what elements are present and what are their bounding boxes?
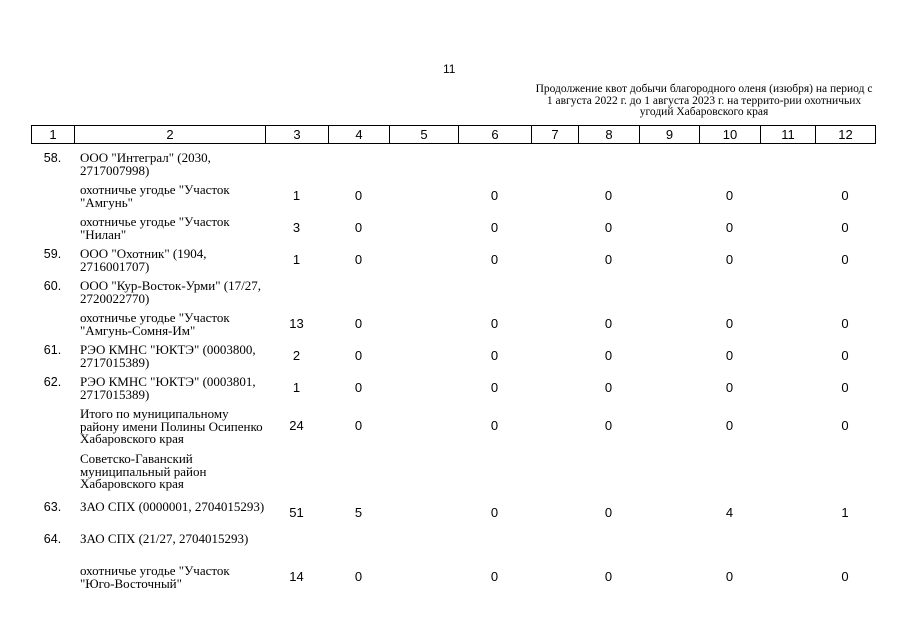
cell-col-6: [458, 276, 531, 308]
column-header-11: 11: [761, 126, 816, 144]
cell-col-10: 0: [725, 219, 734, 235]
cell-col-3: 3: [292, 219, 301, 235]
cell-col-11: [760, 372, 815, 404]
cell-col-7: [531, 449, 578, 497]
table-row: [31, 148, 875, 180]
cell-col-7: [531, 148, 578, 180]
cell-col-5: [389, 244, 458, 276]
cell-col-10: [699, 276, 760, 308]
cell-col-9: [639, 404, 699, 449]
cell-col-8: 0: [604, 504, 613, 520]
cell-col-12: [815, 276, 875, 308]
cell-col-9: [639, 340, 699, 372]
cell-col-4: 0: [354, 251, 363, 267]
cell-col-8: 0: [604, 251, 613, 267]
cell-col-10: [699, 148, 760, 180]
cell-col-11: [760, 244, 815, 276]
row-number: [31, 561, 74, 593]
cell-col-10: [699, 529, 760, 561]
cell-col-5: [389, 180, 458, 212]
cell-col-4: [328, 449, 389, 497]
cell-col-6: 0: [490, 187, 499, 203]
cell-col-12: 0: [841, 418, 849, 434]
cell-col-6: [458, 449, 531, 497]
row-name: ООО "Кур-Восток-Урми" (17/27, 2720022770): [80, 278, 261, 306]
row-name: ООО "Интеграл" (2030, 2717007998): [80, 150, 211, 178]
cell-col-7: [531, 308, 578, 340]
cell-col-11: [760, 497, 815, 529]
table-row: [31, 180, 875, 212]
cell-col-10: 0: [725, 187, 734, 203]
cell-col-6: 0: [490, 568, 499, 584]
cell-col-5: [389, 148, 458, 180]
cell-col-6: 0: [490, 219, 499, 235]
cell-col-9: [639, 276, 699, 308]
cell-col-6: 0: [490, 315, 499, 331]
row-number: [31, 404, 74, 449]
cell-col-3: 51: [289, 504, 304, 520]
row-name: охотничье угодье "Участок "Нилан": [80, 214, 230, 242]
column-header-4: 4: [329, 126, 390, 144]
row-number: 60.: [43, 279, 62, 293]
cell-col-11: [760, 404, 815, 449]
cell-col-5: [389, 561, 458, 593]
cell-col-7: [531, 372, 578, 404]
cell-col-10: 0: [725, 315, 734, 331]
column-header-6: 6: [459, 126, 532, 144]
page-number: 11: [443, 62, 456, 76]
table-row: [31, 212, 875, 244]
table-row: [31, 244, 875, 276]
row-name: охотничье угодье "Участок "Юго-Восточный": [80, 563, 230, 591]
table-row: [31, 529, 875, 561]
row-name: ЗАО СПХ (0000001, 2704015293): [80, 499, 265, 514]
cell-col-10: 4: [725, 504, 734, 520]
cell-col-3: 13: [289, 315, 304, 331]
cell-col-4: 0: [354, 219, 363, 235]
quota-table: [31, 148, 875, 593]
cell-col-11: [760, 148, 815, 180]
table-row: [31, 340, 875, 372]
cell-col-5: [389, 308, 458, 340]
row-number: [31, 212, 74, 244]
cell-col-4: [328, 148, 389, 180]
cell-col-7: [531, 276, 578, 308]
cell-col-12: [815, 449, 875, 497]
cell-col-12: 0: [841, 347, 849, 363]
cell-col-5: [389, 212, 458, 244]
table-row: [31, 404, 875, 449]
cell-col-8: 0: [604, 187, 613, 203]
cell-col-7: [531, 340, 578, 372]
cell-col-10: 0: [725, 251, 734, 267]
cell-col-7: [531, 212, 578, 244]
column-header-8: 8: [579, 126, 640, 144]
cell-col-8: 0: [604, 315, 613, 331]
cell-col-11: [760, 212, 815, 244]
cell-col-8: [578, 449, 639, 497]
cell-col-12: 0: [841, 379, 849, 395]
cell-col-9: [639, 449, 699, 497]
column-header-1: 1: [32, 126, 75, 144]
row-number: 63.: [43, 500, 62, 514]
row-name: РЭО КМНС "ЮКТЭ" (0003800, 2717015389): [80, 342, 256, 370]
cell-col-12: 0: [841, 568, 849, 584]
cell-col-4: [328, 529, 389, 561]
cell-col-8: [578, 276, 639, 308]
cell-col-7: [531, 180, 578, 212]
row-name: охотничье угодье "Участок "Амгунь-Сомня-Им": [80, 310, 230, 338]
cell-col-3: 1: [292, 379, 301, 395]
cell-col-6: 0: [490, 504, 499, 520]
cell-col-4: 0: [354, 347, 363, 363]
cell-col-8: 0: [604, 347, 613, 363]
cell-col-3: [265, 529, 328, 561]
cell-col-12: 0: [841, 219, 849, 235]
table-row: [31, 561, 875, 593]
cell-col-5: [389, 340, 458, 372]
cell-col-10: 0: [725, 347, 734, 363]
table-row: [31, 276, 875, 308]
row-name: охотничье угодье "Участок "Амгунь": [80, 182, 230, 210]
cell-col-6: [458, 148, 531, 180]
cell-col-12: [815, 148, 875, 180]
row-number: 58.: [43, 151, 62, 165]
cell-col-3: 14: [289, 568, 304, 584]
cell-col-4: 0: [354, 379, 363, 395]
column-header-9: 9: [640, 126, 700, 144]
cell-col-9: [639, 497, 699, 529]
cell-col-7: [531, 244, 578, 276]
row-name: РЭО КМНС "ЮКТЭ" (0003801, 2717015389): [80, 374, 256, 402]
column-header-5: 5: [390, 126, 459, 144]
row-name: Советско-Гаванский муниципальный район Хабаровского края: [80, 451, 207, 491]
cell-col-3: 1: [292, 187, 301, 203]
cell-col-9: [639, 212, 699, 244]
column-header-7: 7: [532, 126, 579, 144]
row-number: [31, 308, 74, 340]
cell-col-5: [389, 497, 458, 529]
cell-col-12: 1: [841, 504, 849, 520]
column-header-12: 12: [816, 126, 876, 144]
cell-col-4: 0: [354, 187, 363, 203]
cell-col-12: 0: [841, 315, 849, 331]
cell-col-11: [760, 308, 815, 340]
column-header-10: 10: [700, 126, 761, 144]
cell-col-8: 0: [604, 418, 613, 434]
cell-col-11: [760, 449, 815, 497]
table-row: [31, 449, 875, 497]
cell-col-8: 0: [604, 219, 613, 235]
cell-col-4: [328, 276, 389, 308]
cell-col-11: [760, 561, 815, 593]
cell-col-11: [760, 529, 815, 561]
row-number: 64.: [43, 532, 62, 546]
cell-col-12: [815, 529, 875, 561]
cell-col-5: [389, 276, 458, 308]
cell-col-9: [639, 308, 699, 340]
column-header-3: 3: [266, 126, 329, 144]
cell-col-3: [265, 449, 328, 497]
cell-col-10: 0: [725, 418, 734, 434]
cell-col-9: [639, 244, 699, 276]
row-number: 59.: [43, 247, 62, 261]
row-number: [31, 180, 74, 212]
cell-col-8: 0: [604, 568, 613, 584]
cell-col-3: [265, 148, 328, 180]
cell-col-11: [760, 180, 815, 212]
cell-col-9: [639, 561, 699, 593]
cell-col-3: 2: [292, 347, 301, 363]
cell-col-5: [389, 529, 458, 561]
cell-col-7: [531, 561, 578, 593]
cell-col-3: 24: [289, 418, 304, 434]
cell-col-6: 0: [490, 379, 499, 395]
cell-col-5: [389, 449, 458, 497]
cell-col-6: 0: [490, 418, 499, 434]
cell-col-5: [389, 404, 458, 449]
cell-col-4: 5: [354, 504, 363, 520]
cell-col-12: 0: [841, 187, 849, 203]
cell-col-9: [639, 148, 699, 180]
row-name: ООО "Охотник" (1904, 2716001707): [80, 246, 207, 274]
cell-col-12: 0: [841, 251, 849, 267]
cell-col-9: [639, 529, 699, 561]
cell-col-3: [265, 276, 328, 308]
table-row: [31, 497, 875, 529]
cell-col-11: [760, 340, 815, 372]
cell-col-10: 0: [725, 379, 734, 395]
cell-col-7: [531, 529, 578, 561]
cell-col-4: 0: [354, 315, 363, 331]
cell-col-6: [458, 529, 531, 561]
table-row: [31, 308, 875, 340]
cell-col-8: [578, 148, 639, 180]
cell-col-9: [639, 180, 699, 212]
cell-col-7: [531, 404, 578, 449]
cell-col-3: 1: [292, 251, 301, 267]
cell-col-4: 0: [354, 418, 363, 434]
cell-col-8: 0: [604, 379, 613, 395]
row-number: 62.: [43, 375, 62, 389]
cell-col-9: [639, 372, 699, 404]
row-number: [31, 449, 74, 497]
cell-col-6: 0: [490, 251, 499, 267]
cell-col-7: [531, 497, 578, 529]
cell-col-10: 0: [725, 568, 734, 584]
table-row: [31, 372, 875, 404]
cell-col-5: [389, 372, 458, 404]
cell-col-11: [760, 276, 815, 308]
column-header-row: [31, 125, 876, 144]
row-name: Итого по муниципальному району имени Полины Осипенко Хабаровского края: [80, 406, 263, 446]
cell-col-4: 0: [354, 568, 363, 584]
cell-col-6: 0: [490, 347, 499, 363]
cell-col-8: [578, 529, 639, 561]
column-header-2: 2: [75, 126, 266, 144]
row-number: 61.: [43, 343, 62, 357]
row-name: ЗАО СПХ (21/27, 2704015293): [80, 531, 249, 546]
table-caption: Продолжение квот добычи благородного оленя (изюбря) на период с 1 августа 2022 г. до 1 августа 2023 г. на террито-рии охотничьих угодий Хабаровского края: [535, 83, 873, 118]
cell-col-10: [699, 449, 760, 497]
